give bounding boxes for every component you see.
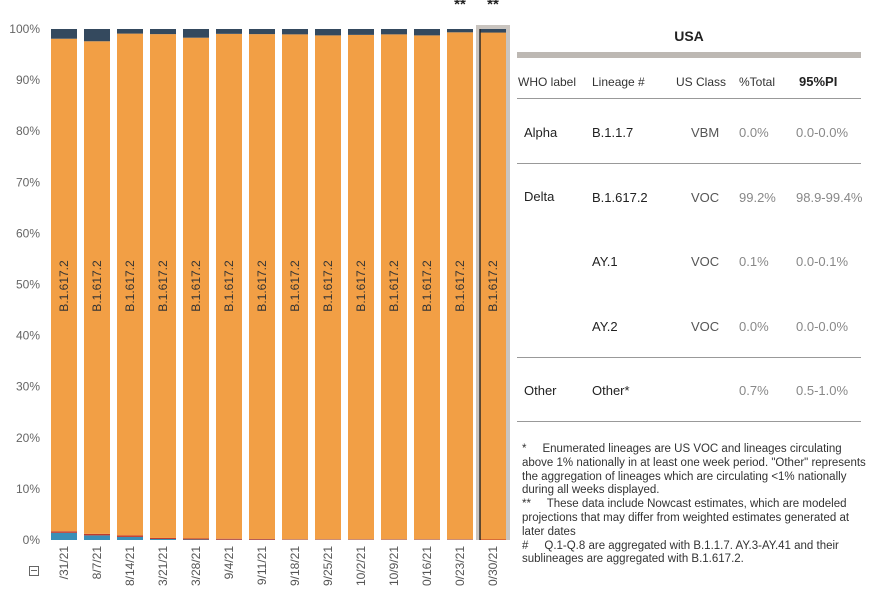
row-delta-who: Delta [524, 189, 555, 204]
bar-segment-red [447, 539, 473, 540]
bar-segment-red [150, 538, 176, 539]
title-divider [517, 52, 861, 58]
x-tick-label: 9/25/21 [321, 546, 335, 587]
bar-segment-other [84, 29, 110, 41]
row-other-who: Other [524, 383, 557, 398]
x-tick-label: 3/28/21 [189, 546, 203, 587]
bar-segment-other [249, 29, 275, 34]
y-tick-label: 20% [15, 430, 40, 445]
filter-icon[interactable] [29, 566, 39, 576]
x-tick-label: 10/2/21 [354, 546, 368, 587]
x-tick-label: 10/9/21 [387, 546, 401, 587]
bar-segment-red [282, 539, 308, 540]
row-alpha-who: Alpha [524, 125, 558, 140]
row-divider [517, 421, 861, 422]
bar-value-label: B.1.617.2 [156, 260, 170, 312]
row-delta-lineage: B.1.617.2 [592, 190, 648, 205]
x-tick-label: 9/4/21 [222, 546, 236, 580]
bar-segment-other [480, 29, 506, 33]
row-ay2-pi: 0.0-0.0% [796, 319, 849, 334]
bar-segment-red [84, 534, 110, 536]
y-tick-label: 10% [15, 481, 40, 496]
row-ay1-class: VOC [691, 254, 720, 269]
bar-segment-other [315, 29, 341, 35]
footnotes [522, 443, 867, 567]
bar-value-label: B.1.617.2 [387, 260, 401, 312]
header-lineage: Lineage # [592, 75, 645, 89]
bar-segment-teal [117, 537, 143, 540]
bar-value-label: B.1.617.2 [288, 260, 302, 312]
row-divider [517, 357, 861, 358]
row-alpha-class: VBM [691, 125, 720, 140]
bar-value-label: B.1.617.2 [420, 260, 434, 312]
x-tick-label: 8/7/21 [90, 546, 104, 580]
y-tick-label: 100% [9, 22, 40, 36]
bar-segment-red [414, 539, 440, 540]
row-delta-pi: 98.9-99.4% [796, 190, 863, 205]
row-other-pi: 0.5-1.0% [796, 383, 849, 398]
bar-segment-red [381, 539, 407, 540]
bar-segment-red [348, 539, 374, 540]
bar-segment-red [249, 539, 275, 540]
bar-segment-red [315, 539, 341, 540]
bar-segment-other [381, 29, 407, 34]
x-tick-label: 0/30/21 [486, 546, 500, 587]
nowcast-marker: ** [487, 0, 499, 13]
row-ay2-class: VOC [691, 319, 720, 334]
bar-segment-teal [183, 539, 209, 540]
y-tick-label: 30% [15, 379, 40, 394]
header-95pi: 95%PI [799, 74, 838, 89]
bar-segment-red [117, 535, 143, 537]
header-percent-total: %Total [739, 75, 776, 89]
bar-segment-other [216, 29, 242, 34]
row-ay1-lineage: AY.1 [592, 254, 618, 269]
table-title: USA [674, 28, 704, 44]
y-tick-label: 70% [15, 175, 40, 190]
footnote-nowcast: ** These data include Nowcast estimates, which are modeled projections that may differ from weighted estimates generated at later dates [522, 498, 853, 538]
bar-value-label: B.1.617.2 [123, 260, 137, 312]
x-tick-label: 3/21/21 [156, 546, 170, 587]
y-tick-label: 0% [22, 533, 40, 547]
bar-segment-red [183, 538, 209, 539]
bar-segment-other [51, 29, 77, 39]
row-ay2-lineage: AY.2 [592, 319, 618, 334]
footnote-asterisk: * Enumerated lineages are US VOC and lineages circulating above 1% nationally in at least one week period. "Other" represents the aggregation of lineages which are circulating <1% nationally during all weeks displayed. [522, 443, 869, 497]
y-tick-label: 40% [15, 328, 40, 343]
bar-value-label: B.1.617.2 [222, 260, 236, 312]
bar-segment-other [150, 29, 176, 34]
bar-segment-other [117, 29, 143, 34]
lineage-table-panel [517, 0, 873, 589]
row-divider [517, 163, 861, 164]
y-tick-label: 90% [15, 73, 40, 88]
bar-value-label: B.1.617.2 [321, 260, 335, 312]
header-who-label: WHO label [518, 75, 577, 89]
bar-segment-red [51, 531, 77, 533]
header-divider [517, 98, 861, 99]
row-ay1-pi: 0.0-0.1% [796, 254, 849, 269]
bar-value-label: B.1.617.2 [90, 260, 104, 312]
row-other-total: 0.7% [739, 383, 769, 398]
bar-value-label: B.1.617.2 [57, 260, 71, 312]
x-tick-label: /31/21 [57, 546, 71, 580]
row-alpha-total: 0.0% [739, 125, 769, 140]
y-tick-label: 60% [15, 226, 40, 241]
bar-segment-other [183, 29, 209, 38]
bar-segment-red [216, 539, 242, 540]
bar-segment-teal [150, 539, 176, 540]
footnote-aggregation: # Q.1-Q.8 are aggregated with B.1.1.7. AY.3-AY.41 and their sublineages are aggregated with B.1.617.2. [522, 539, 843, 566]
row-delta-total: 99.2% [739, 190, 776, 205]
bar-segment-other [414, 29, 440, 35]
y-tick-label: 50% [15, 277, 40, 292]
bar-value-label: B.1.617.2 [486, 260, 500, 312]
x-tick-label: 8/14/21 [123, 546, 137, 587]
y-tick-label: 80% [15, 124, 40, 139]
row-other-lineage: Other* [592, 383, 630, 398]
bar-segment-other [447, 29, 473, 32]
x-tick-label: 9/18/21 [288, 546, 302, 587]
bar-segment-other [282, 29, 308, 34]
row-delta-class: VOC [691, 190, 720, 205]
bar-segment-teal [51, 533, 77, 540]
bar-segment-red [480, 539, 506, 540]
nowcast-marker: ** [454, 0, 466, 13]
bar-value-label: B.1.617.2 [255, 260, 269, 312]
header-us-class: US Class [676, 75, 727, 89]
x-tick-label: 0/16/21 [420, 546, 434, 587]
bar-value-label: B.1.617.2 [354, 260, 368, 312]
row-ay2-total: 0.0% [739, 319, 769, 334]
row-alpha-lineage: B.1.1.7 [592, 125, 634, 140]
bar-segment-other [348, 29, 374, 35]
bar-value-label: B.1.617.2 [453, 260, 467, 312]
x-tick-label: 9/11/21 [255, 546, 269, 586]
row-alpha-pi: 0.0-0.0% [796, 125, 849, 140]
bar-segment-teal [84, 535, 110, 540]
row-ay1-total: 0.1% [739, 254, 769, 269]
x-tick-label: 0/23/21 [453, 546, 467, 587]
bar-value-label: B.1.617.2 [189, 260, 203, 312]
